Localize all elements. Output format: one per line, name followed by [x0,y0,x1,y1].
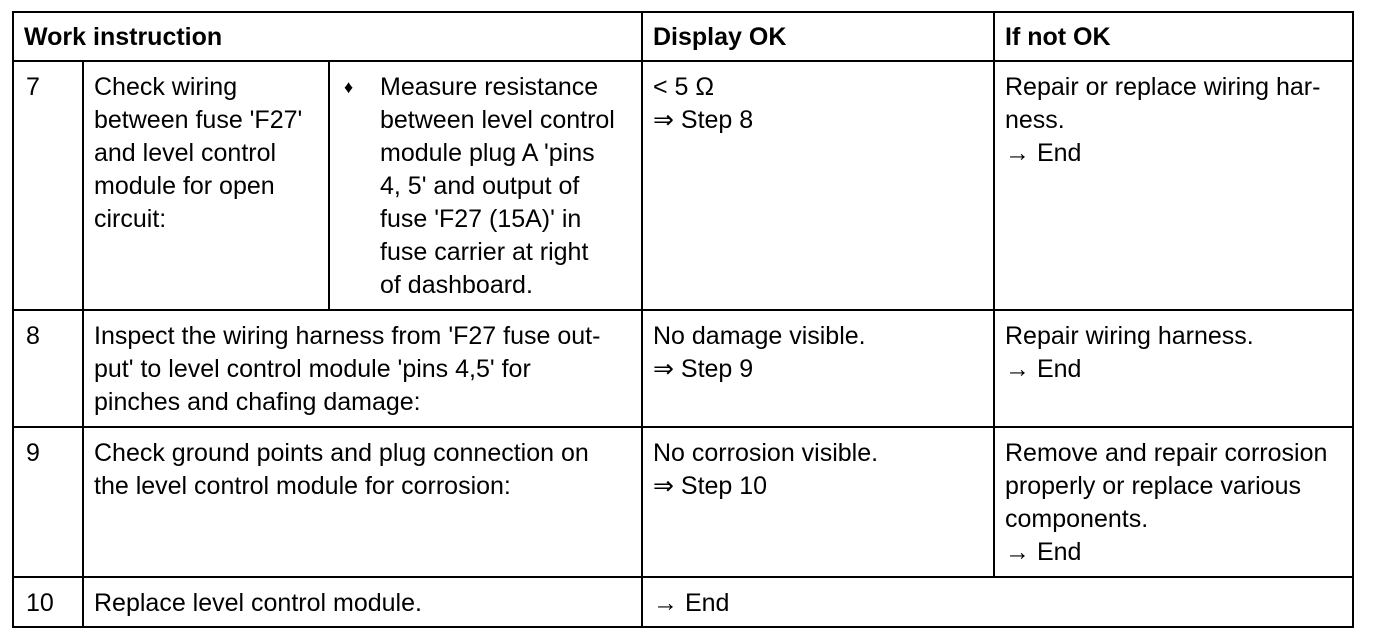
display-ok-cell [642,577,1353,627]
step-number: 7 [13,61,83,310]
measure-instruction [329,61,642,310]
if-not-ok-cell [994,427,1353,577]
table-row [13,61,1353,310]
text-line: the level control module for corrosion: [94,472,511,500]
diamond-bullet-icon: ♦ [344,77,354,97]
header-work-instruction: Work instruction [13,12,642,61]
text-line: No corrosion visible. [653,439,879,467]
text-line: → End [1005,538,1082,566]
text-line: module for open [94,172,275,200]
text-line: and level control [94,139,277,167]
text-line: fuse carrier at right [380,238,589,266]
header-display-ok: Display OK [642,12,994,61]
step-number: 9 [13,427,83,577]
instruction-cell [83,577,642,627]
text-line: put' to level control module 'pins 4,5' for [94,355,531,383]
work-instruction-table [12,11,1354,628]
text-line: pinches and chafing damage: [94,388,421,416]
display-ok-cell [642,427,994,577]
text-line: Remove and repair corrosion [1005,439,1328,467]
display-ok-cell [642,61,994,310]
header-row [13,12,1353,61]
text-line: → End [653,589,730,617]
text-line: Check ground points and plug connection on [94,439,589,467]
step-number: 10 [13,577,83,627]
text-line: components. [1005,505,1149,533]
table-row [13,427,1353,577]
text-line: Repair wiring harness. [1005,322,1254,350]
text-line: 4, 5' and output of [380,172,580,200]
if-not-ok-cell [994,310,1353,427]
text-line: between level control [380,106,615,134]
instruction-cell [83,427,642,577]
text-line: No damage visible. [653,322,866,350]
text-line: Measure resistance [380,73,599,101]
text-line: < 5 Ω [653,73,715,101]
text-line: module plug A 'pins [380,139,595,167]
text-line: between fuse 'F27' [94,106,303,134]
step-number: 8 [13,310,83,427]
if-not-ok-cell [994,61,1353,310]
text-line: fuse 'F27 (15A)' in [380,205,582,233]
text-line: Inspect the wiring harness from 'F27 fuse out- [94,322,601,350]
text-line: Replace level control module. [94,589,422,617]
text-line: → End [1005,139,1082,167]
text-line: → End [1005,355,1082,383]
text-line: ⇒ Step 8 [653,106,754,134]
table-row [13,577,1353,627]
header-if-not-ok: If not OK [994,12,1353,61]
check-instruction [83,61,329,310]
text-line: properly or replace various [1005,472,1301,500]
text-line: Repair or replace wiring har- [1005,73,1321,101]
text-line: of dashboard. [380,271,533,299]
display-ok-cell [642,310,994,427]
instruction-cell [83,310,642,427]
text-line: ⇒ Step 10 [653,472,768,500]
table-row [13,310,1353,427]
text-line: ness. [1005,106,1065,134]
text-line: circuit: [94,205,167,233]
text-line: ⇒ Step 9 [653,355,754,383]
text-line: Check wiring [94,73,238,101]
